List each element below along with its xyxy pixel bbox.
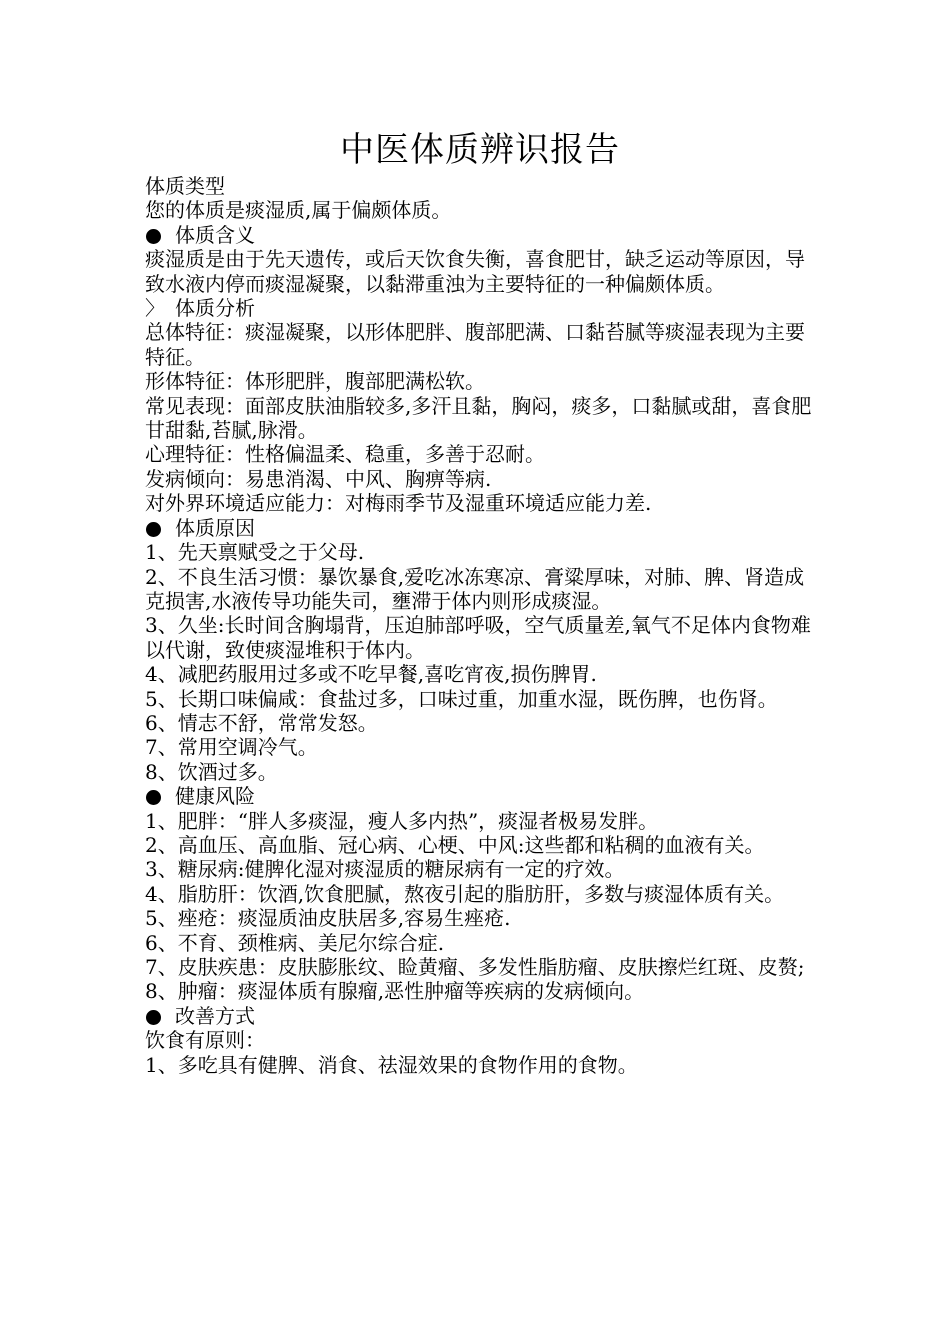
section-heading-causes: [145, 516, 815, 540]
bullet-dot-icon: [145, 223, 175, 247]
list-item: 4、脂肪肝：饮酒,饮食肥腻，熬夜引起的脂肪肝，多数与痰湿体质有关。: [145, 881, 785, 906]
list-item: 1、肥胖：“胖人多痰湿，瘦人多内热”，痰湿者极易发胖。: [145, 808, 659, 833]
section-heading-label: 体质原因: [175, 515, 255, 540]
list-item: 5、长期口味偏咸：食盐过多，口味过重，加重水湿，既伤脾，也伤肾。: [145, 686, 778, 711]
bullet-dot-icon: [145, 516, 175, 540]
list-item: 1、多吃具有健脾、消食、祛湿效果的食物作用的食物。: [145, 1052, 638, 1077]
paragraph: 对外界环境适应能力：对梅雨季节及湿重环境适应能力差.: [145, 491, 652, 516]
list-item: 4、减肥药服用过多或不吃早餐,喜吃宵夜,损伤脾胃.: [145, 662, 597, 687]
paragraph: 饮食有原则：: [145, 1028, 265, 1053]
section-heading-label: 体质分析: [175, 296, 255, 321]
type-label: 体质类型: [145, 174, 225, 198]
list-item: 2、不良生活习惯：暴饮暴食,爱吃冰冻寒凉、膏粱厚味，对肺、脾、肾造成克损害,水液传导功能失司，壅滞于体内则形成痰湿。: [145, 564, 805, 613]
angle-marker-icon: 〉: [145, 296, 165, 321]
section-heading-risks: [145, 784, 815, 808]
report-title: 中医体质辨识报告: [340, 130, 620, 170]
paragraph: 形体特征：体形肥胖，腹部肥满松软。: [145, 369, 485, 394]
paragraph: 心理特征：性格偏温柔、稳重，多善于忍耐。: [145, 442, 545, 467]
section-heading-improve: [145, 1004, 815, 1028]
paragraph: 总体特征：痰湿凝聚，以形体肥胖、腹部肥满、口黏苔腻等痰湿表现为主要特征。: [145, 320, 805, 369]
list-item: 5、痤疮：痰湿质油皮肤居多,容易生痤疮.: [145, 906, 511, 931]
list-item: 8、肿瘤：痰湿体质有腺瘤,恶性肿瘤等疾病的发病倾向。: [145, 979, 645, 1004]
list-item: 7、皮肤疾患：皮肤膨胀纹、睑黄瘤、多发性脂肪瘤、皮肤擦烂红斑、皮赘;: [145, 955, 805, 979]
list-item: 3、久坐:长时间含胸塌背，压迫肺部呼吸，空气质量差,氧气不足体内食物难以代谢，致使痰湿堆积于体内。: [145, 613, 811, 662]
section-heading-meaning: [145, 223, 815, 247]
section-heading-label: 体质含义: [175, 222, 255, 247]
bullet-dot-icon: [145, 1004, 175, 1028]
paragraph: 常见表现：面部皮肤油脂较多,多汗且黏，胸闷，痰多，口黏腻或甜，喜食肥甘甜黏,苔腻,脉滑。: [145, 393, 812, 443]
type-result: 您的体质是痰湿质,属于偏颇体质。: [145, 198, 452, 223]
paragraph: 痰湿质是由于先天遗传，或后天饮食失衡，喜食肥甘，缺乏运动等原因，导致水液内停而痰湿凝聚，以黏滞重浊为主要特征的一种偏颇体质。: [145, 247, 805, 296]
bullet-dot-icon: [145, 784, 175, 808]
report-page: [145, 126, 815, 1077]
section-heading-analysis: [145, 296, 815, 320]
section-heading-label: 健康风险: [175, 784, 255, 809]
section-heading-label: 改善方式: [175, 1003, 255, 1028]
list-item: 6、情志不舒，常常发怒。: [145, 710, 378, 735]
list-item: 6、不育、颈椎病、美尼尔综合症.: [145, 930, 445, 955]
list-item: 8、饮酒过多。: [145, 759, 278, 784]
list-item: 7、常用空调冷气。: [145, 735, 318, 760]
paragraph: 发病倾向：易患消渴、中风、胸痹等病.: [145, 466, 492, 491]
list-item: 2、高血压、高血脂、冠心病、心梗、中风:这些都和粘稠的血液有关。: [145, 832, 765, 857]
list-item: 1、先天禀赋受之于父母.: [145, 540, 365, 565]
list-item: 3、糖尿病:健脾化湿对痰湿质的糖尿病有一定的疗效。: [145, 857, 625, 882]
